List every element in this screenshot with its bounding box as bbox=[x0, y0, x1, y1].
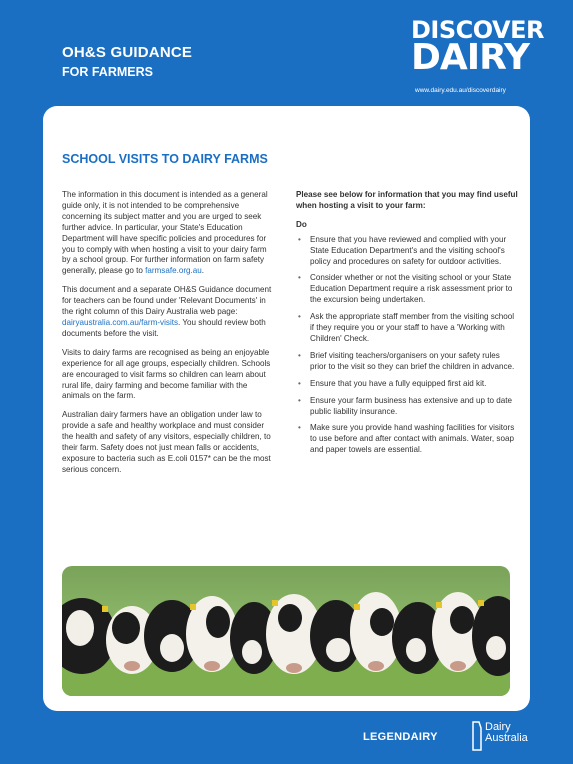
list-item: • Ensure that you have a fully equipped first aid kit. bbox=[296, 379, 518, 390]
paragraph-2-end: . You should review both documents before the visit. bbox=[62, 317, 266, 338]
list-item: • Ask the appropriate staff member from the visiting school if they require you or your staff to have a 'Working with Children' Check. bbox=[296, 312, 518, 345]
header-title: OH&S GUIDANCE bbox=[62, 44, 193, 61]
dairy-australia-logo bbox=[471, 720, 541, 756]
list-item: • Ensure your farm business has extensive and up to date public liability insurance. bbox=[296, 396, 518, 418]
page-heading: SCHOOL VISITS TO DAIRY FARMS bbox=[62, 152, 268, 166]
list-item: • Make sure you provide hand washing facilities for visitors to use before and after contact with animals. Water, soap and paper towels are essential. bbox=[296, 423, 518, 456]
legendairy-logo: LEGENDAIRY bbox=[363, 731, 438, 743]
paragraph-2-text: This document and a separate OH&S Guidance document for teachers can be found under 'Relevant Documents' in the right column of this Dairy Australia web page: bbox=[62, 285, 272, 317]
paragraph-2 bbox=[62, 285, 272, 340]
content-card bbox=[43, 106, 530, 711]
header-subtitle: FOR FARMERS bbox=[62, 65, 153, 79]
right-intro: Please see below for information that you may find useful when hosting a visit to your farm: bbox=[296, 190, 518, 210]
paragraph-1-end: . bbox=[201, 266, 205, 276]
dairy-australia-line-2: Australia bbox=[485, 732, 528, 744]
paragraph-4: Australian dairy farmers have an obligation under law to provide a safe and healthy workplace and must consider the health and safety of any visitors, especially children, to their farm. Safety does not just mean falls or accidents, exposure to bacteria such as E.coli 0157* can be the most serious concern. bbox=[62, 410, 271, 474]
paragraph-1-text: The information in this document is intended as a general guide only, it is not intended to be comprehensive concerning its subject matter and you are urged to seek further advice. In particular, your State's Education Department will have specific policies and procedures for you to comply with when hosting a visit to your dairy farm by a school group. For further information on farm safety generally, please go to bbox=[62, 190, 268, 276]
discover-dairy-logo bbox=[411, 18, 544, 76]
list-item: • Ensure that you have reviewed and complied with your State Education Department's and the visiting school's policy and procedures on safety for outdoor activities. bbox=[296, 235, 518, 268]
farm-visits-link[interactable]: dairyaustralia.com.au/farm-visits bbox=[62, 317, 179, 327]
logo-line-2: DAIRY bbox=[411, 37, 529, 78]
dairy-australia-text bbox=[485, 722, 528, 744]
right-column bbox=[296, 190, 518, 462]
cows-photo bbox=[62, 566, 510, 696]
cows-illustration bbox=[62, 566, 510, 696]
do-label: Do bbox=[296, 219, 307, 229]
list-item: • Brief visiting teachers/organisers on your safety rules prior to the visit so they can brief the children in advance. bbox=[296, 351, 518, 373]
paragraph-1 bbox=[62, 190, 272, 277]
logo-line-1: DISCOVER bbox=[411, 16, 544, 44]
dairy-australia-line-1: Dairy bbox=[485, 721, 511, 733]
dairy-australia-icon bbox=[471, 720, 483, 752]
do-list bbox=[296, 235, 518, 456]
left-column bbox=[62, 190, 272, 484]
list-item: • Consider whether or not the visiting school or your State Education Department require a risk assessment prior to the excursion being undertaken. bbox=[296, 273, 518, 306]
farmsafe-link[interactable]: farmsafe.org.au bbox=[145, 266, 202, 276]
paragraph-3: Visits to dairy farms are recognised as being an enjoyable experience for all age groups, especially children. Schools are encouraged to visit farms so children can learn about rural life, dairy farming and become familiar with the animals on the farm. bbox=[62, 347, 271, 401]
header-url[interactable]: www.dairy.edu.au/discoverdairy bbox=[415, 87, 506, 94]
